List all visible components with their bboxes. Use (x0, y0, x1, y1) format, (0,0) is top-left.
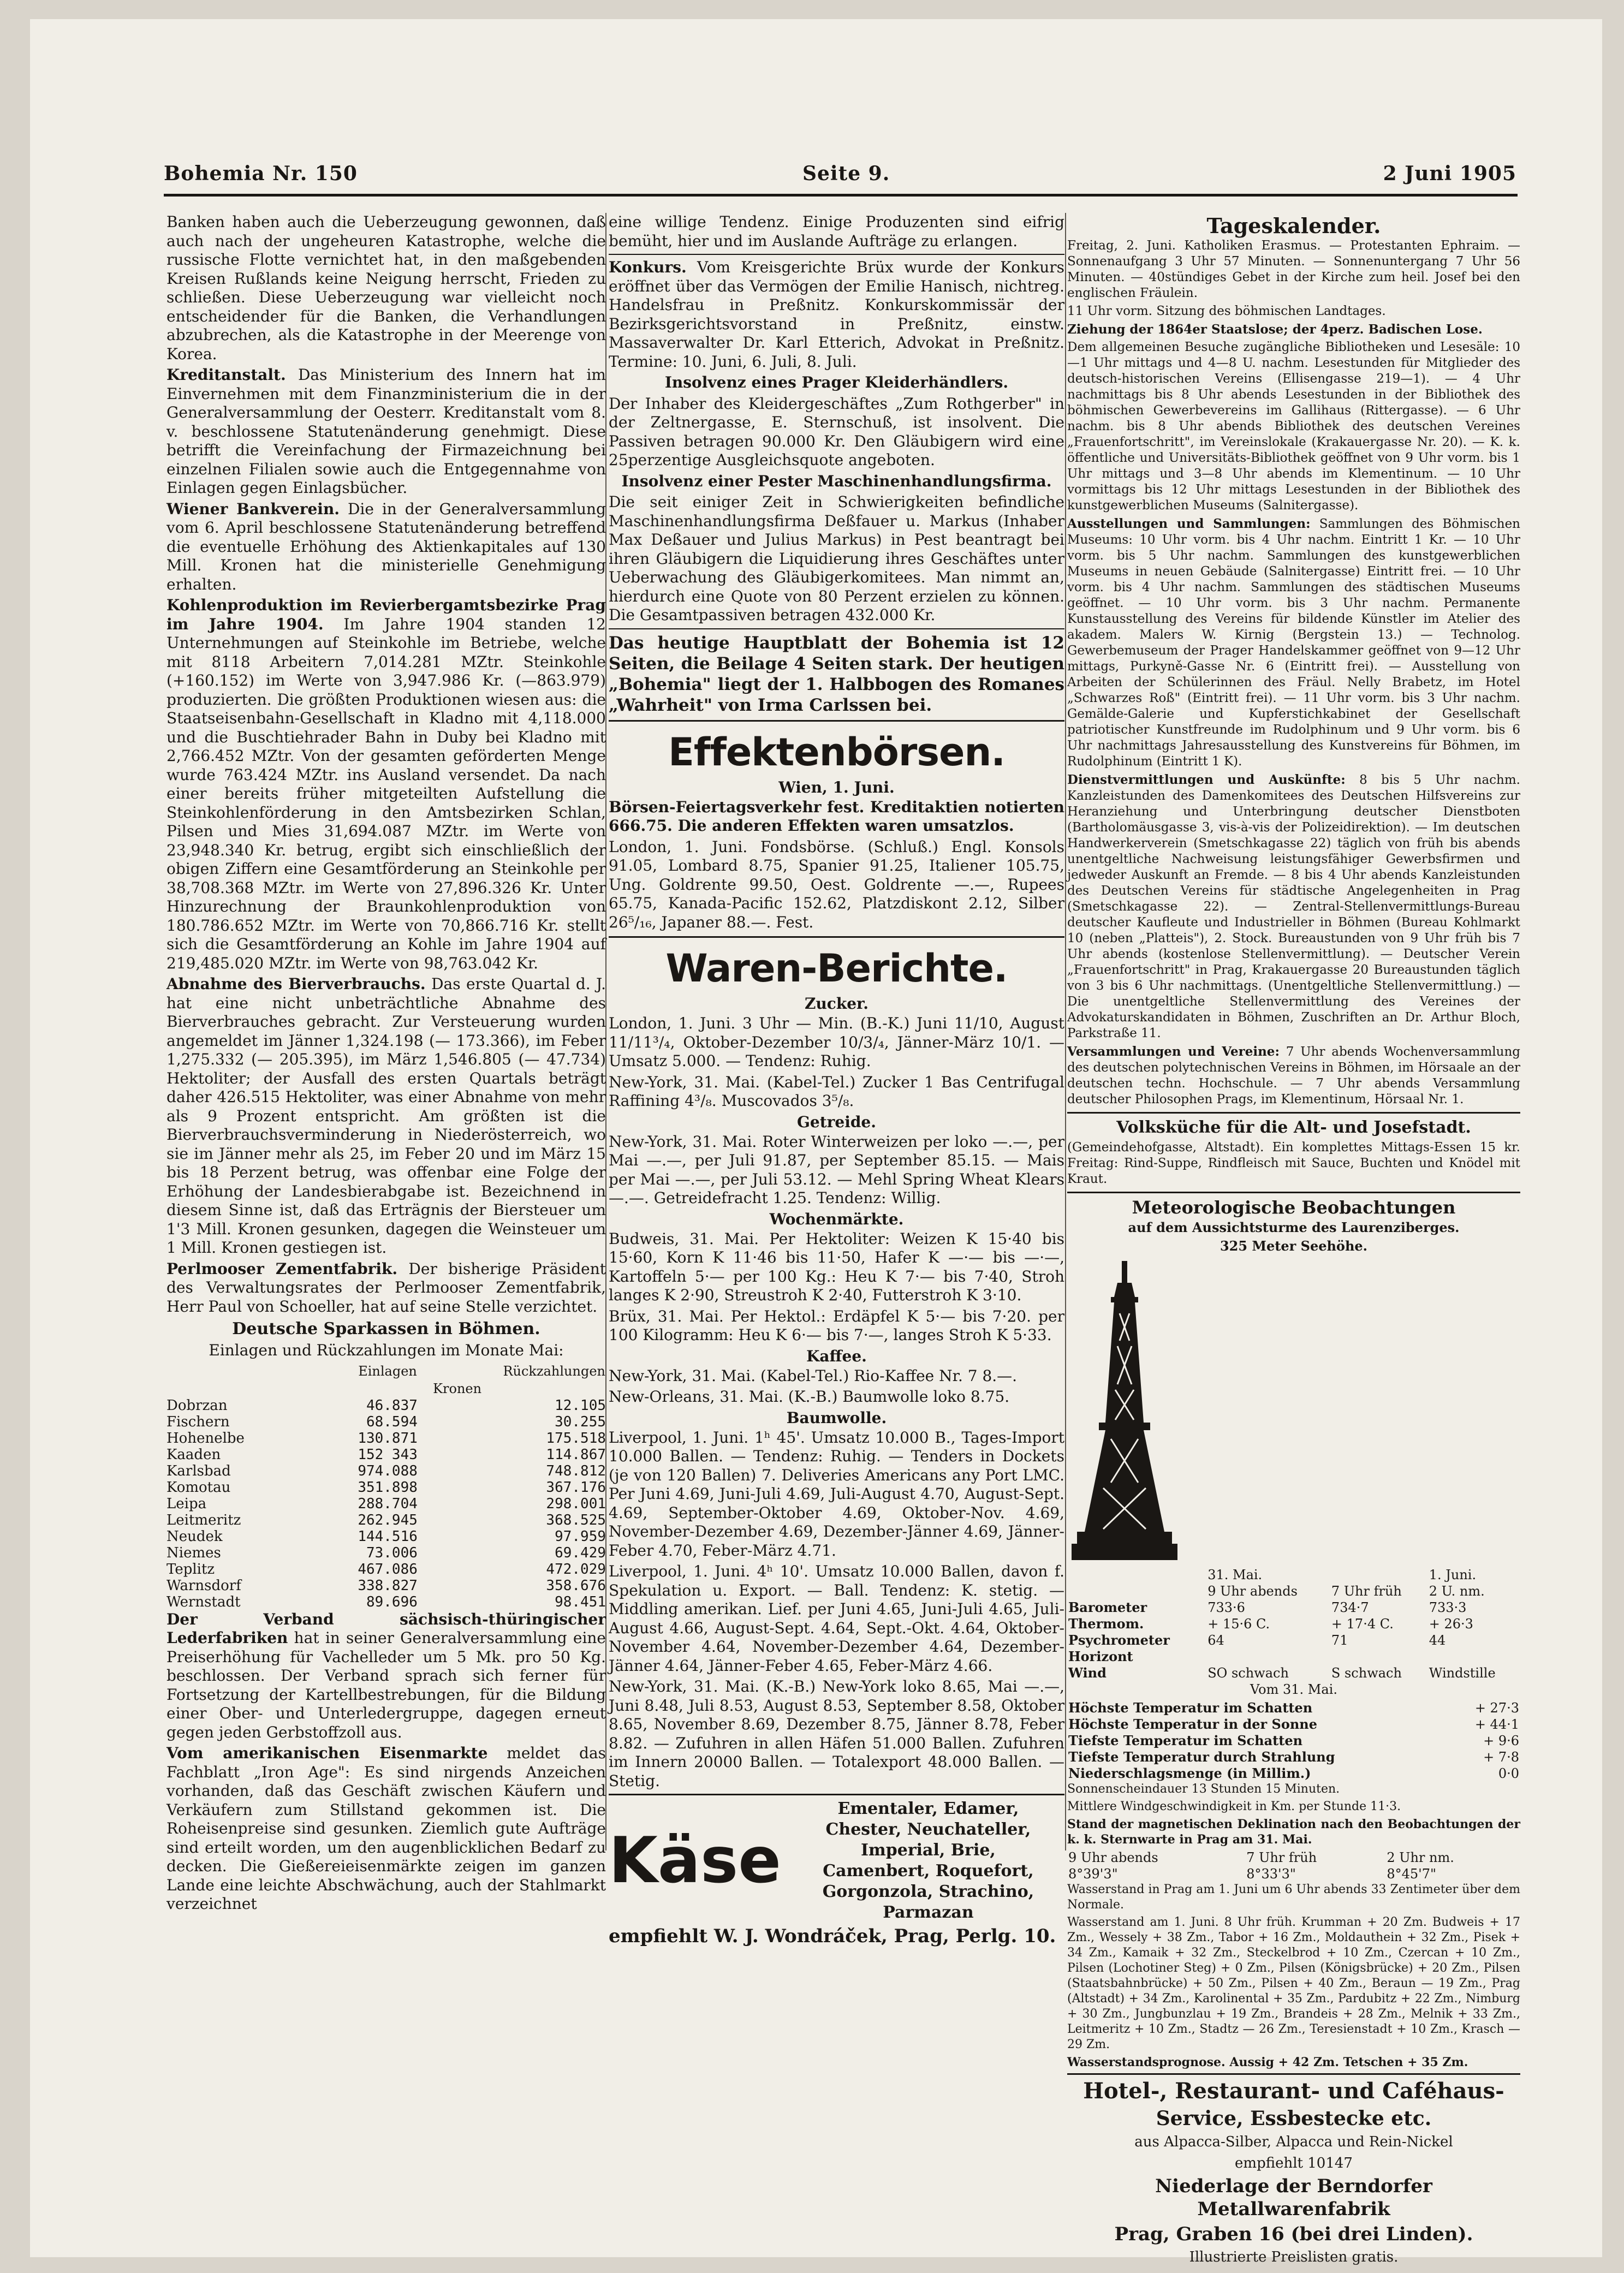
sparkassen-cell-einlagen: 467.086 (358, 1561, 418, 1578)
kohle-body: Im Jahre 1904 standen 12 Unternehmungen auf Steinkohle im Betriebe, welche mit 8118 Arbeitern 7,014.281 MZtr. Steinkohle (+160.152) im Werte von 3,947.986 Kr. (—863.979) produzierten. Die größten Produktionen wiesen aus: die Staatseisenbahn-Gesellschaft in Kladno mit 4,118.000 und die Buschtiehrader Bahn in Duby bei Kladno mit 2,766.452 MZtr. Von der gesamten geförderten Menge wurde 763.424 MZtr. ins Ausland versendet. Da nach einer bereits früher mitgeteilten Aufstellung die Steinkohlenförderung in den Amtsbezirken Schlan, Pilsen und Mies 31,694.087 MZtr. im Werte von 23,948.340 Kr. betrug, ergibt sich einschließlich der obigen Ziffern eine Gesamtförderung an Steinkohle per 38,708.368 MZtr. im Werte von 27,896.326 Kr. Unter Hinzurechnung der Braunkohlenproduktion von 180.786.652 MZtr. im Werte von 70,866.716 Kr. stellt sich die Gesamtförderung an Kohle im Jahre 1904 auf 219,485.020 MZtr. im Werte von 98,763.042 Kr. (166, 615, 606, 972)
met-header-cell (1067, 1583, 1206, 1599)
meteorologie-subtitle: auf dem Aussichtsturme des Laurenziberges. (1128, 1219, 1460, 1235)
kohle-title: Kohlenproduktion im Revierbergamtsbezirke Prag im Jahre 1904. (166, 596, 606, 633)
met-cell: 64 (1207, 1633, 1224, 1648)
versammlungen-body: 7 Uhr abends Wochenversammlung des deutschen polytechnischen Vereins in Böhmen, im Hörsaale an der deutschen techn. Hochschule. — 7 Uhr abends Versammlung deutscher Philosophen Prags, im Klementinum, Hörsaal Nr. 1. (1067, 1045, 1520, 1106)
met-may-label: Vom 31. Mai. (1250, 1682, 1337, 1697)
konkurs-title: Konkurs. (609, 258, 687, 276)
met-temp-row (1067, 1700, 1520, 1716)
met-mag-cell: 8°39'3" (1068, 1866, 1118, 1882)
sparkassen-cell-einlagen: 130.871 (358, 1430, 418, 1447)
met-header-cell: 7 Uhr früh (1331, 1584, 1402, 1599)
insolvenz-kleider-title: Insolvenz eines Prager Kleiderhändlers. (664, 373, 1009, 391)
divider (609, 936, 1064, 938)
kase-list-item: Chester, Neuchateller, (825, 1820, 1031, 1839)
sparkassen-cell-einlagen: 68.594 (366, 1413, 418, 1430)
wasserstand-prognose: Wasserstandsprognose. Aussig + 42 Zm. Tetschen + 35 Zm. (1067, 2055, 1468, 2069)
kaffee-newyork: New-York, 31. Mai. (Kabel-Tel.) Rio-Kaffee Nr. 7 8.—. (609, 1366, 1018, 1385)
wasserstand-prag: Wasserstand in Prag am 1. Juni um 6 Uhr abends 33 Zentimeter über dem Normale. (1067, 1883, 1520, 1912)
met-temp-cell: + 7·8 (1483, 1750, 1519, 1765)
met-temp-row (1067, 1749, 1520, 1765)
header-rule (164, 194, 1518, 197)
effektenboersen-lead: Börsen-Feiertagsverkehr fest. Kreditaktien notierten 666.75. Die anderen Effekten waren umsatzlos. (609, 798, 1064, 835)
sparkassen-cell-rueck: 748.812 (546, 1462, 606, 1479)
page-header (164, 162, 1516, 189)
effektenboersen-london: London, 1. Juni. Fondsbörse. (Schluß.) Engl. Konsols 91.05, Lombard 8.75, Spanier 91.25, Italiener 105.75, Ung. Goldrente 99.50, Oest. Goldrente —.—, Rupees 65.75, Kanada-Pacific 152.62, Platzdiskont 2.12, Silber 26⁵/₁₆, Japaner 88.—. Fest. (609, 837, 1064, 931)
bier-article (166, 975, 606, 1258)
sparkassen-cell-rueck: 97.959 (555, 1528, 606, 1545)
kase-list-item: Parmazan (883, 1903, 974, 1922)
met-cell: Psychrometer (1068, 1632, 1170, 1648)
sparkassen-cell-einlagen: 152 343 (358, 1446, 418, 1463)
tageskalender-bibliotheken: Dem allgemeinen Besuche zugängliche Bibliotheken und Lesesäle: 10—1 Uhr mittags und 4—8 U. nachm. Lesestunden für Mitglieder des deutsch-historischen Vereins (Ellisengasse 219—1). — 4 Uhr nachmittags bis 8 Uhr abends Lesestunden in der Bibliothek des böhmischen Gewerbevereins im Gallihaus (Rittergasse). — 6 Uhr nachm. bis 8 Uhr abends Bibliothek des deutschen Vereines „Frauenfortschritt", im Vereinslokale (Krakauergasse Nr. 20). — K. k. öffentliche und Universitäts-Bibliothek geöffnet von 9 Uhr vorm. bis 1 Uhr mittags und 3—8 Uhr abends im Klementinum. — 10 Uhr vormittags bis 12 Uhr mittags Lesestunden in der Bibliothek des kunstgewerblichen Museums (Salnitergasse). (1067, 340, 1520, 513)
hotel-number: 10147 (1307, 2155, 1353, 2171)
meteorologie-block (1067, 1257, 1520, 1782)
continuation-paragraph: eine willige Tendenz. Einige Produzenten sind eifrig bemüht, hier und im Auslande Aufträge zu erlangen. (609, 213, 1064, 250)
hotel-material: aus Alpacca-Silber, Alpacca und Rein-Nickel (1134, 2134, 1453, 2150)
konkurs-article (609, 258, 1064, 371)
baumwolle-newyork: New-York, 31. Mai. (K.-B.) New-York loko 8.65, Mai —.—, Juni 8.48, Juli 8.53, August 8.53, September 8.58, Oktober 8.65, November 8.69, Dezember 8.75, Jänner 8.78, Feber 8.82. — Zufuhren in allen Häfen 51.000 Ballen. Zufuhren im Innern 20000 Ballen. — Totalexport 48.000 Ballen. — Stetig. (609, 1677, 1064, 1790)
met-row (1067, 1649, 1520, 1665)
kase-list-item: Camenbert, Roquefort, (823, 1861, 1034, 1881)
met-header-cell: 1. Juni. (1429, 1567, 1477, 1582)
konkurs-body: Vom Kreisgerichte Brüx wurde der Konkurs eröffnet über das Vermögen der Emilie Hanisch, nichtreg. Handelsfrau in Preßnitz. Konkurskommissär der Bezirksgerichtsvorstand in Preßnitz, einstw. Massaverwalter Dr. Karl Etterich, Advokat in Preßnitz. Termine: 10. Juni, 6. Juli, 8. Juli. (609, 258, 1065, 371)
dienstvermittlung-title: Dienstvermittlungen und Auskünfte: (1067, 772, 1346, 787)
hotel-subtitle: Service, Essbestecke etc. (1156, 2107, 1432, 2130)
meteorologie-title: Meteorologische Beobachtungen (1132, 1197, 1456, 1218)
observation-tower-illustration (1067, 1259, 1182, 1564)
waren-berichte-title: Waren-Berichte. (665, 946, 1008, 991)
kase-list-item: Imperial, Brie, (861, 1841, 996, 1860)
sparkassen-cell-city: Teplitz (166, 1561, 215, 1578)
kreditanstalt-article (166, 366, 606, 498)
met-cell (1330, 1649, 1428, 1665)
zement-body: Der bisherige Präsident des Verwaltungsrates der Perlmooser Zementfabrik, Herr Paul von Schoeller, hat auf seine Stelle verzichtet. (166, 1259, 606, 1316)
met-cell: Wind (1068, 1665, 1107, 1681)
column-1 (166, 213, 606, 1913)
sparkassen-cell-einlagen: 46.837 (366, 1397, 418, 1414)
ausstellungen-body: Sammlungen des Böhmischen Museums: 10 Uhr vorm. bis 4 Uhr nachm. Eintritt 1 Kr. — 10 Uhr vorm. bis 5 Uhr nachm. Sammlungen des kunstgewerblichen Museums in neuen Gebäude (Salnitergasse) Eintritt frei. — 10 Uhr vorm. bis 4 Uhr nachm. Sammlungen des städtischen Museums geöffnet. — 10 Uhr vorm. bis 3 Uhr nachm. Permanente Kunstausstellung des Vereins für bildende Künstler im Atelier des akadem. Malers W. Kirnig (Bergstein 13.) — Technolog. Gewerbemuseum der Prager Handelskammer geöffnet von 9—12 Uhr mittags, Purkyně-Gasse Nr. 6 (Eintritt frei). — Ausstellung von Arbeiten der Schülerinnen des Fräul. Nelly Brabetz, im Hotel „Schwarzes Roß" (Eintritt frei). — 11 Uhr vorm. bis 3 Uhr nachm. Gemälde-Galerie und Kupferstichkabinet der Gesellschaft patriotischer Kunstfreunde im Rudolphinum und 9 Uhr vorm. bis 6 Uhr nachmittags Jahresausstellung des Kunstvereins für Böhmen, im Rudolphinum (Eintritt 1 K). (1067, 517, 1520, 769)
met-row (1067, 1632, 1520, 1649)
hotel-empfiehlt (1067, 2154, 1520, 2173)
sparkassen-cell-einlagen: 262.945 (358, 1512, 418, 1528)
met-temp-row (1067, 1733, 1520, 1749)
sparkassen-cell-city: Dobrzan (166, 1397, 228, 1414)
sparkassen-row (166, 1496, 606, 1512)
met-cell: SO schwach (1207, 1665, 1289, 1681)
met-header-cell: 31. Mai. (1207, 1567, 1263, 1582)
met-mag-cell: 9 Uhr abends (1068, 1850, 1158, 1865)
zement-title: Perlmooser Zementfabrik. (166, 1259, 398, 1278)
sparkassen-cell-rueck: 472.029 (546, 1561, 606, 1578)
eisen-article (166, 1744, 606, 1914)
met-temp-cell: Höchste Temperatur in der Sonne (1068, 1716, 1317, 1732)
kreditanstalt-body: Das Ministerium des Innern hat im Einvernehmen mit dem Finanzministerium die in der Generalversammlung der Oesterr. Kreditanstalt vom 8. v. beschlossene Statutenänderung genehmigt. Diese betrifft die Vereinfachung der Firmazeichnung bei einzelnen Filialen sowie auch die Entgegennahme von Einlagen gegen Einlagsbücher. (166, 366, 606, 497)
eisen-body: meldet das Fachblatt „Iron Age": Es sind nirgends Anzeichen vorhanden, daß das Geschäft zwischen Käufern und Verkäufern zum Stillstand gekommen ist. Die Roheisenpreise sind gesunken. Ziemlich gute Aufträge sind erteilt worden, um den augenblicklichen Bedarf zu decken. Die Gießereieisenmärkte zeigen im ganzen Lande eine leichte Abschwächung, auch der Stahlmarkt verzeichnet (166, 1744, 606, 1913)
sparkassen-col-einlagen: Einlagen (358, 1363, 417, 1379)
met-wind: Mittlere Windgeschwindigkeit in Km. per Stunde 11·3. (1067, 1800, 1401, 1813)
sparkassen-cell-einlagen: 144.516 (358, 1528, 418, 1545)
zucker-newyork: New-York, 31. Mai. (Kabel-Tel.) Zucker 1 Bas Centrifugal Raffining 4³/₈. Muscovados 3⁵/₈. (609, 1073, 1064, 1110)
met-cell: 733·3 (1429, 1600, 1467, 1615)
sparkassen-cell-city: Hohenelbe (166, 1430, 245, 1447)
met-temp-cell: + 9·6 (1483, 1733, 1519, 1748)
wochenmaerkte-budweis: Budweis, 31. Mai. Per Hektoliter: Weizen K 15·40 bis 15·60, Korn K 11·46 bis 11·50, Hafer K —·— bis —·—, Kartoffeln 5·— per 100 Kg.: Heu K 7·— bis 7·40, Stroh langes K 2·90, Streustroh K 2·40, Futterstroh K 3·10. (609, 1229, 1064, 1304)
sparkassen-row (166, 1414, 606, 1430)
sparkassen-cell-rueck: 367.176 (546, 1479, 606, 1496)
sparkassen-row (166, 1528, 606, 1545)
column-2 (609, 213, 1064, 2058)
sparkassen-cell-rueck: 368.525 (546, 1512, 606, 1528)
baumwolle-liverpool-2: Liverpool, 1. Juni. 4ʰ 10'. Umsatz 10.000 Ballen, davon f. Spekulation u. Export. — Ball. Tendenz: K. stetig. — Middling amerikan. Lief. per Juni 4.65, Juni-Juli 4.65, Juli-August 4.66, August-Sept. 4.64, Sept.-Okt. 4.64, Oktober-November 4.64, November-Dezember 4.64, Dezember-Jänner 4.64, Jänner-Feber 4.65, Feber-März 4.66. (609, 1562, 1064, 1675)
met-temperature-table (1067, 1700, 1520, 1782)
met-cell: 733·6 (1207, 1600, 1245, 1615)
met-cell: S schwach (1331, 1665, 1402, 1681)
met-temp-cell: Niederschlagsmenge (in Millim.) (1068, 1765, 1311, 1781)
tageskalender-title: Tageskalender. (1206, 213, 1381, 238)
met-cell: Barometer (1068, 1599, 1147, 1615)
sparkassen-cell-city: Leitmeritz (166, 1512, 241, 1528)
sparkassen-cell-city: Neudek (166, 1528, 223, 1545)
sparkassen-subtitle: Einlagen und Rückzahlungen im Monate Mai: (209, 1341, 564, 1359)
bier-body: Das erste Quartal d. J. hat eine nicht unbeträchtliche Abnahme des Bierverbrauches gebracht. Zur Versteuerung wurden angemeldet im Jänner 1,324.198 (— 173.366), im Feber 1,275.332 (— 205.395), im März 1,546.805 (— 47.734) Hektoliter; der Ausfall des ersten Quartals beträgt daher 426.515 Hektoliter, was einer Abnahme von mehr als 9 Prozent entspricht. Am größten ist die Bierverbrauchsverminderung in Niederösterreich, wo sie im Jänner mehr als 25, im Feber 20 und im März 15 bis 18 Perzent betrug, was offenbar eine Folge der Erhöhung der Landesbierabgabe ist. Bezeichnend in diesem Sinne ist, daß das Erträgnis der Biersteuer um 1'3 Mill. Kronen gesunken, dagegen die Weinsteuer um 1 Mill. Kronen gestiegen ist. (166, 975, 606, 1257)
sparkassen-row (166, 1561, 606, 1578)
column-divider-2 (1065, 213, 1066, 1850)
sparkassen-cell-city: Karlsbad (166, 1462, 231, 1479)
volkskueche-body: (Gemeindehofgasse, Altstadt). Ein komplettes Mittags-Essen 15 kr. Freitag: Rind-Suppe, Rindfleisch mit Sauce, Buchten und Knödel mit Kraut. (1067, 1140, 1520, 1186)
met-temp-cell: 0·0 (1498, 1766, 1519, 1781)
bankverein-body: Die in der Generalversammlung vom 6. April beschlossene Statutenänderung betreffend die eventuelle Erhöhung des Aktienkapitales auf 130 Mill. Kronen hat die ministerielle Genehmigung erhalten. (166, 499, 606, 593)
sparkassen-cell-rueck: 12.105 (555, 1397, 606, 1414)
kase-list (792, 1799, 1064, 1923)
sparkassen-unit: Kronen (433, 1381, 482, 1396)
met-cell: + 17·4 C. (1331, 1616, 1394, 1632)
volkskueche-title: Volksküche für die Alt- und Josefstadt. (1116, 1118, 1471, 1137)
met-row (1067, 1665, 1520, 1681)
met-temp-cell: + 44·1 (1474, 1717, 1519, 1732)
kaffee-heading: Kaffee. (806, 1347, 867, 1365)
met-header-cell: 9 Uhr abends (1207, 1584, 1298, 1599)
met-header-row (1067, 1583, 1520, 1599)
met-temp-row (1067, 1716, 1520, 1733)
met-row (1067, 1616, 1520, 1632)
tageskalender-dienstvermittlung (1067, 772, 1520, 1042)
header-date: 2 Juni 1905 (1383, 162, 1516, 185)
meteorologie-table (1067, 1567, 1520, 1681)
met-mag-cell: 8°45'7" (1387, 1866, 1437, 1882)
kase-word: Käse (609, 1824, 781, 1897)
met-temp-cell: + 27·3 (1474, 1700, 1519, 1716)
divider (609, 254, 1064, 255)
tageskalender-versammlungen (1067, 1044, 1520, 1108)
tageskalender-friday: Freitag, 2. Juni. Katholiken Erasmus. — Protestanten Ephraim. — Sonnenaufgang 3 Uhr 57 Minuten. — Sonnenuntergang 7 Uhr 56 Minuten. — 40stündiges Gebet in der Kirche zum heil. Josef bei den englischen Fräulein. (1067, 239, 1520, 300)
met-mag-cell: 8°33'3" (1246, 1866, 1296, 1882)
sparkassen-cell-city: Kaaden (166, 1446, 221, 1463)
kase-footer: empfiehlt W. J. Wondráček, Prag, Perlg. 10. (609, 1925, 1056, 1947)
leder-body: hat in seiner Generalversammlung eine Preiserhöhung für Vachelleder um 5 Mk. pro 50 Kg. beschlossen. Der Verband sprach sich ferner für Fortsetzung der Kartellbestrebungen, für die Bildung einer Ober- und Unterledergruppe, dagegen erneut gegen jeden Gerbstoffzoll aus. (166, 1629, 606, 1741)
met-row (1067, 1599, 1520, 1616)
hotel-title: Hotel-, Restaurant- und Caféhaus- (1083, 2078, 1504, 2104)
insolvenz-pester-body: Die seit einiger Zeit in Schwierigkeiten befindliche Maschinenhandlungsfirma Deßfauer u. Markus (Inhaber Max Deßauer und Julius Markus) in Pest beantragt bei ihren Gläubigern die Liquidierung ihres Geschäftes unter Ueberwachung des Gläubigerkomitees. Man nimmt an, hierdurch eine Quote von 80 Perzent erzielen zu können. Die Gesamtpassiven betragen 432.000 Kr. (609, 493, 1064, 624)
met-cell: 71 (1331, 1633, 1348, 1648)
wochenmaerkte-brux: Brüx, 31. Mai. Per Hektol.: Erdäpfel K 5·— bis 7·20. per 100 Kilogramm: Heu K 6·— bis 7·—, langes Stroh K 5·33. (609, 1307, 1064, 1344)
sparkassen-cell-rueck: 98.451 (555, 1593, 606, 1610)
met-magnetic-table (1067, 1849, 1520, 1882)
insolvenz-kleider-body: Der Inhaber des Kleidergeschäftes „Zum Rothgerber" in der Zeltnergasse, E. Sternschuß, ist insolvent. Die Passiven betragen 90.000 Kr. Den Gläubigern wird eine 25perzentige Ausgleichsquote angeboten. (609, 394, 1064, 469)
eisen-title: Vom amerikanischen Eisenmarkte (166, 1744, 488, 1762)
divider (609, 720, 1064, 722)
kohle-article (166, 596, 606, 973)
divider (1067, 1112, 1520, 1114)
effektenboersen-title: Effektenbörsen. (668, 729, 1005, 775)
bank-paragraph: Banken haben auch die Ueberzeugung gewonnen, daß auch nach der ungeheuren Katastrophe, welche die russische Flotte vernichtet hat, in den maßgebenden Kreisen Rußlands keine Neigung herrscht, Frieden zu schließen. Diese Ueberzeugung war vielleicht noch entscheidender für die Banken, die Verhandlungen abzubrechen, als die Katastrophe in der Meerenge von Korea. (166, 213, 606, 363)
ausstellungen-title: Ausstellungen und Sammlungen: (1067, 516, 1311, 531)
met-magnetic-values (1067, 1866, 1520, 1882)
sparkassen-cell-city: Leipa (166, 1495, 207, 1512)
sparkassen-row (166, 1430, 606, 1447)
met-cell: Horizont (1068, 1649, 1133, 1664)
baumwolle-liverpool-1: Liverpool, 1. Juni. 1ʰ 45'. Umsatz 10.000 B., Tages-Import 10.000 Ballen. — Tendenz: Ruhig. — Tenders in Dockets (je von 120 Ballen) 7. Deliveries Americans any Port LMC. Per Juni 4.69, Juni-Juli 4.69, Juli-August 4.70, August-Sept. 4.69, September-Oktober 4.69, Oktober-Nov. 4.69, November-Dezember 4.69, Dezember-Jänner 4.69, Jänner-Feber 4.70, Feber-März 4.71. (609, 1428, 1064, 1560)
sparkassen-table (166, 1362, 606, 1610)
getreide-newyork: New-York, 31. Mai. Roter Winterweizen per loko —.—, per Mai —.—, per Juli 91.87, per September 85.15. — Mais per Mai —.—, per Juli 53.12. — Mehl Spring Wheat Klears —.—. Getreidefracht 1.25. Tendenz: Willig. (609, 1132, 1064, 1207)
divider (609, 628, 1064, 629)
met-temp-cell: Höchste Temperatur im Schatten (1068, 1700, 1313, 1716)
met-cell (1428, 1649, 1520, 1665)
met-header-cell: 2 U. nm. (1429, 1584, 1485, 1599)
bankverein-title: Wiener Bankverein. (166, 499, 340, 518)
sparkassen-col-rueckzahlungen: Rückzahlungen (503, 1363, 605, 1379)
met-mag-cell: 2 Uhr nm. (1387, 1850, 1454, 1865)
insolvenz-pester-title: Insolvenz einer Pester Maschinenhandlungsfirma. (621, 472, 1052, 490)
sparkassen-cell-einlagen: 974.088 (358, 1462, 418, 1479)
issue-notice: Das heutige Hauptblatt der Bohemia ist 12 Seiten, die Beilage 4 Seiten stark. Der heutigen „Bohemia" liegt der 1. Halbbogen des Romanes „Wahrheit" von Irma Carlssen bei. (609, 633, 1064, 715)
kreditanstalt-title: Kreditanstalt. (166, 366, 286, 384)
sparkassen-row (166, 1447, 606, 1463)
zucker-heading: Zucker. (805, 995, 868, 1013)
wasserstand-list: Wasserstand am 1. Juni. 8 Uhr früh. Krumman + 20 Zm. Budweis + 17 Zm., Wessely + 38 Zm., Tabor + 16 Zm., Moldauthein + 32 Zm., Pisek + 34 Zm., Kamaik + 32 Zm., Steckelbrod + 10 Zm., Czercan + 10 Zm., Pilsen (Lochotiner Steg) + 0 Zm., Pilsen (Königsbrücke) + 20 Zm., Pilsen (Staatsbahnbrücke) + 50 Zm., Pilsen + 40 Zm., Beraun — 19 Zm., Prag (Altstadt) + 34 Zm., Karolinental + 35 Zm., Pardubitz + 22 Zm., Nimburg + 30 Zm., Jungbunzlau + 19 Zm., Brandeis + 28 Zm., Melnik + 33 Zm., Leitmeritz + 10 Zm., Stadtz — 26 Zm., Teresienstadt + 10 Zm., Krasch — 29 Zm. (1067, 1915, 1520, 2051)
met-temp-row (1067, 1765, 1520, 1782)
divider (1067, 1192, 1520, 1193)
met-magnetic: Stand der magnetischen Deklination nach den Beobachtungen der k. k. Sternwarte in Prag am 31. Mai. (1067, 1817, 1520, 1847)
sparkassen-cell-city: Komotau (166, 1479, 231, 1496)
kaffee-neworleans: New-Orleans, 31. Mai. (K.-B.) Baumwolle loko 8.75. (609, 1388, 1010, 1406)
met-magnetic-header (1067, 1849, 1520, 1866)
sparkassen-cell-city: Niemes (166, 1544, 221, 1561)
hotel-advertisement (1067, 2073, 1520, 2267)
met-mag-cell: 7 Uhr früh (1246, 1850, 1317, 1865)
sparkassen-cell-einlagen: 288.704 (358, 1495, 418, 1512)
sparkassen-cell-rueck: 298.001 (546, 1495, 606, 1512)
met-cell: Windstille (1429, 1665, 1496, 1681)
kase-list-item: Gorgonzola, Strachino, (822, 1882, 1034, 1901)
sparkassen-cell-einlagen: 351.898 (358, 1479, 418, 1496)
sparkassen-row (166, 1463, 606, 1479)
dienstvermittlung-body: 8 bis 5 Uhr nachm. Kanzleistunden des Damenkomitees des Deutschen Hilfsvereins zur Heranziehung und Unterbringung deutscher Dienstboten (Bartholomäusgasse 3, vis-à-vis der Polizeidirektion). — Im deutschen Handwerkerverein (Smetschkagasse 22) täglich von früh bis abends unentgeltliche Nachweisung leistungsfähiger Gewerbsfirmen und jedweder Auskunft an Fremde. — 8 bis 4 Uhr abends Kanzleistunden des Deutschen Vereins für städtische Angelegenheiten in Prag (Smetschkagasse 22). — Zentral-Stellenvermittlungs-Bureau deutscher Kaufleute und Industrieller in Böhmen (Bureau Kohlmarkt 10 (neben „Platteis"), 2. Stock. Bureaustunden von 9 Uhr früh bis 7 Uhr abends (kostenlose Stellenvermittlung). — Deutscher Verein „Frauenfortschritt" in Prag, Krakauergasse 20 Bureaustunden täglich von 3 bis 6 Uhr nachmittags. (Unentgeltliche Stellenvermittlung.) — Die unentgeltliche Stellenvermittlung des Vereines der Advokaturskandidaten in Böhmen, Zuschriften an Dr. Arthur Bloch, Parkstraße 11. (1067, 773, 1520, 1040)
sparkassen-header (166, 1362, 606, 1380)
header-page-number: Seite 9. (802, 162, 890, 185)
met-cell: + 26·3 (1429, 1616, 1473, 1632)
sparkassen-cell-rueck: 30.255 (555, 1413, 606, 1430)
met-header-cell (1330, 1567, 1428, 1583)
hotel-firm: Niederlage der Berndorfer Metallwarenfabrik (1155, 2175, 1432, 2220)
getreide-heading: Getreide. (796, 1112, 876, 1131)
sparkassen-cell-rueck: 358.676 (546, 1577, 606, 1594)
sparkassen-row (166, 1594, 606, 1610)
sparkassen-title: Deutsche Sparkassen in Böhmen. (232, 1319, 540, 1338)
wochenmaerkte-heading: Wochenmärkte. (769, 1210, 904, 1228)
hotel-address: Prag, Graben 16 (bei drei Linden). (1114, 2223, 1473, 2245)
versammlungen-title: Versammlungen und Vereine: (1067, 1044, 1280, 1059)
sparkassen-cell-rueck: 69.429 (555, 1544, 606, 1561)
sparkassen-cell-einlagen: 89.696 (366, 1593, 418, 1610)
sparkassen-row (166, 1512, 606, 1528)
tageskalender-ziehung: Ziehung der 1864er Staatslose; der 4perz. Badischen Lose. (1067, 322, 1483, 337)
newspaper-page (30, 19, 1602, 2265)
sparkassen-cell-city: Warnsdorf (166, 1577, 241, 1594)
sparkassen-row (166, 1545, 606, 1561)
meteorologie-altitude: 325 Meter Seehöhe. (1220, 1238, 1368, 1254)
sparkassen-row (166, 1397, 606, 1414)
sparkassen-row (166, 1479, 606, 1496)
column-3 (1067, 213, 1520, 2265)
kase-advertisement (609, 1794, 1064, 1947)
met-cell (1206, 1649, 1330, 1665)
sparkassen-cell-city: Fischern (166, 1413, 230, 1430)
leder-article (166, 1610, 606, 1742)
met-temp-cell: Tiefste Temperatur durch Strahlung (1068, 1749, 1335, 1765)
hotel-empfiehlt-label: empfiehlt (1235, 2155, 1303, 2171)
bankverein-article (166, 500, 606, 594)
sparkassen-row (166, 1578, 606, 1594)
met-temp-cell: Tiefste Temperatur im Schatten (1068, 1733, 1303, 1748)
met-sunshine: Sonnenscheindauer 13 Stunden 15 Minuten. (1067, 1782, 1340, 1796)
zucker-london: London, 1. Juni. 3 Uhr — Min. (B.-K.) Juni 11/10, August 11/11³/₄, Oktober-Dezember 10/3/₄, Jänner-März 10/1. — Umsatz 5.000. — Tendenz: Ruhig. (609, 1014, 1064, 1070)
met-cell: 44 (1429, 1633, 1446, 1648)
kase-list-item: Ementaler, Edamer, (837, 1799, 1019, 1818)
met-header-row (1067, 1567, 1520, 1583)
baumwolle-heading: Baumwolle. (786, 1408, 887, 1427)
met-cell: Thermom. (1068, 1616, 1144, 1632)
tageskalender-landtag: 11 Uhr vorm. Sitzung des böhmischen Landtages. (1067, 304, 1386, 318)
sparkassen-cell-city: Wernstadt (166, 1593, 241, 1610)
sparkassen-cell-rueck: 175.518 (546, 1430, 606, 1447)
leder-title: Der Verband sächsisch-thüringischer Lederfabriken (166, 1610, 606, 1647)
sparkassen-cell-einlagen: 73.006 (366, 1544, 418, 1561)
tageskalender-ausstellungen (1067, 516, 1520, 770)
sparkassen-cell-rueck: 114.867 (546, 1446, 606, 1463)
zement-article (166, 1260, 606, 1317)
met-cell: + 15·6 C. (1207, 1616, 1270, 1632)
bier-title: Abnahme des Bierverbrauchs. (166, 975, 426, 993)
met-cell: 734·7 (1331, 1600, 1369, 1615)
header-paper-number: Bohemia Nr. 150 (164, 162, 358, 185)
met-header-cell (1067, 1567, 1206, 1583)
effektenboersen-subtitle: Wien, 1. Juni. (778, 778, 895, 796)
hotel-footer: Illustrierte Preislisten gratis. (1189, 2249, 1399, 2265)
sparkassen-cell-einlagen: 338.827 (358, 1577, 418, 1594)
